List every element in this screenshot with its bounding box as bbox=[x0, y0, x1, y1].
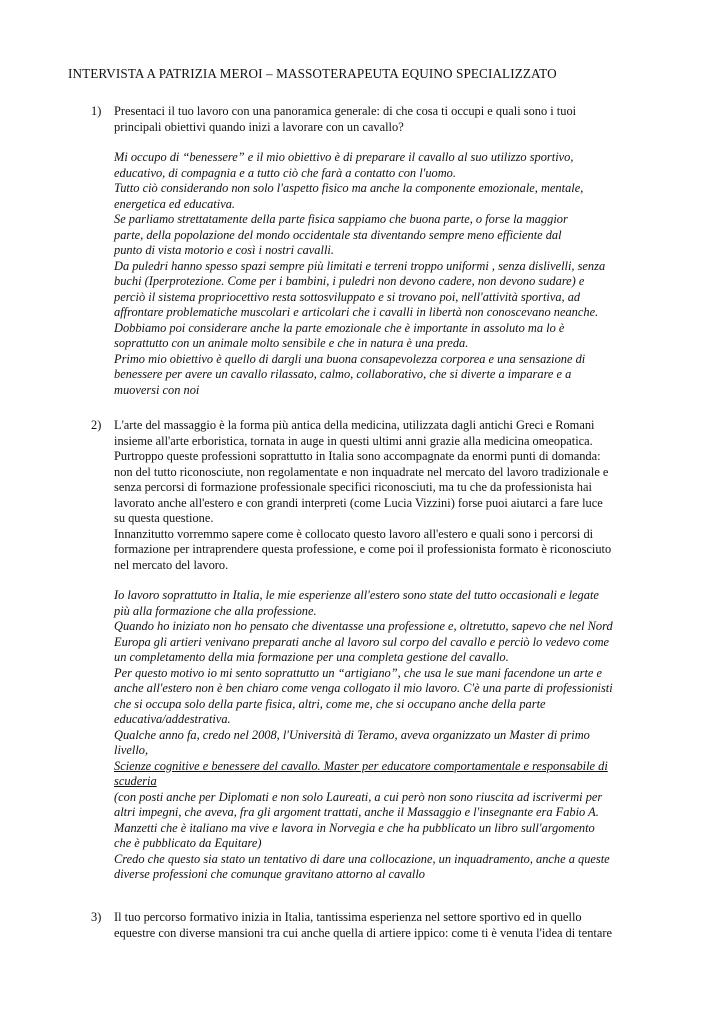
paragraph-line: (con posti anche per Diplomati e non solo Laureati, a cui però non sono riuscita ad iscrivermi per bbox=[114, 789, 603, 804]
paragraph-line: Da puledri hanno spesso spazi sempre più limitati e terreni troppo uniformi , senza dislivelli, senza bbox=[114, 258, 606, 273]
paragraph-line: Presentaci il tuo lavoro con una panoramica generale: di che cosa ti occupi e quali sono i tuoi bbox=[114, 104, 577, 118]
paragraph-line: che si occupa solo della parte fisica, altri, come me, che si occupano anche della parte bbox=[114, 696, 546, 711]
question-2-number: 2) bbox=[91, 418, 102, 432]
master-title-underlined: Scienze cognitive e benessere del cavallo. Master per educatore comportamentale e responsabile di bbox=[114, 758, 608, 773]
master-title-underlined: scuderia bbox=[114, 774, 157, 788]
paragraph-line: educativo, di compagnia e a tutto ciò che farà a contatto con l'uomo. bbox=[114, 165, 456, 180]
paragraph-line: più alla formazione che alla professione. bbox=[114, 603, 317, 618]
paragraph-line: muoversi con noi bbox=[114, 382, 200, 397]
paragraph-line: nel mercato del lavoro. bbox=[114, 557, 229, 572]
answer-1-text bbox=[114, 150, 659, 398]
paragraph-line: educativa/addestrativa. bbox=[114, 712, 231, 726]
paragraph-line: principali obiettivi quando inizi a lavorare con un cavallo? bbox=[114, 119, 404, 134]
paragraph-line: affrontare problematiche muscolari e articolari che i cavalli in libertà non conoscevano neanche. bbox=[114, 305, 599, 319]
paragraph-line: parte, della popolazione del mondo occidentale sta diventando sempre meno efficiente dal bbox=[114, 227, 562, 242]
paragraph-line: Purtroppo queste professioni soprattutto in Italia sono accompagnate da enormi punti di domanda: bbox=[114, 449, 601, 463]
question-1-text bbox=[114, 104, 659, 135]
paragraph-line: formazione per intraprendere questa professione, e come poi il professionista formato è riconosciuto bbox=[114, 542, 612, 556]
paragraph-line: Io lavoro soprattutto in Italia, le mie esperienze all'estero sono state del tutto occasionali e legate bbox=[114, 588, 599, 602]
paragraph-line: Quando ho iniziato non ho pensato che diventasse una professione e, oltretutto, sapevo che nel Nord bbox=[114, 619, 613, 633]
paragraph-line: benessere per avere un cavallo rilassato, calmo, collaborativo, che si diverte a imparare e a bbox=[114, 367, 572, 381]
question-2-text bbox=[114, 418, 659, 573]
question-1-number: 1) bbox=[91, 104, 102, 118]
paragraph-line: livello, bbox=[114, 743, 149, 757]
paragraph-line: energetica ed educativa. bbox=[114, 196, 235, 211]
paragraph-line: perciò il sistema propriocettivo resta sottosviluppato e si trovano poi, nell'attività sportiva, ad bbox=[114, 289, 581, 304]
paragraph-line: buchi (Iperprotezione. Come per i bambini, i puledri non devono cadere, non devono sudare) e bbox=[114, 274, 585, 288]
answer-2-text bbox=[114, 588, 659, 883]
paragraph-line: Per questo motivo io mi sento soprattutto un “artigiano”, che usa le sue mani facendone un arte e bbox=[114, 665, 603, 680]
paragraph-line: Credo che questo sia stato un tentativo di dare una collocazione, un inquadramento, anche a queste bbox=[114, 851, 610, 866]
paragraph-line: Mi occupo di “benessere” e il mio obiettivo è di preparare il cavallo al suo utilizzo sportivo, bbox=[114, 150, 574, 164]
paragraph-line: anche all'estero non è ben chiaro come venga collogato il mio lavoro. C'è una parte di professionisti bbox=[114, 681, 613, 695]
paragraph-line: Il tuo percorso formativo inizia in Italia, tantissima esperienza nel settore sportivo ed in quello bbox=[114, 910, 582, 924]
paragraph-line: diverse professioni che comunque gravitano attorno al cavallo bbox=[114, 867, 425, 881]
paragraph-line: non del tutto riconosciute, non regolamentate e non inquadrate nel mercato del lavoro tradizionale e bbox=[114, 464, 609, 479]
paragraph-line: Dobbiamo poi considerare anche la parte emozionale che è importante in assoluto ma lo è bbox=[114, 320, 565, 335]
page-title: INTERVISTA A PATRIZIA MEROI – MASSOTERAPEUTA EQUINO SPECIALIZZATO bbox=[68, 66, 557, 81]
paragraph-line: altri impegni, che aveva, fra gli argoment trattati, anche il Massaggio e l'insegnante era Fabio A. bbox=[114, 805, 599, 819]
paragraph-line: Primo mio obiettivo è quello di dargli una buona consapevolezza corporea e una sensazione di bbox=[114, 351, 586, 366]
paragraph-line: senza percorsi di formazione professionale specifici riconosciuti, ma tu che da professionista hai bbox=[114, 480, 592, 494]
paragraph-line: Qualche anno fa, credo nel 2008, l'Università di Teramo, aveva organizzato un Master di primo bbox=[114, 727, 590, 742]
question-3-number: 3) bbox=[91, 910, 102, 924]
paragraph-line: punto di vista motorio e così i nostri cavalli. bbox=[114, 243, 334, 257]
paragraph-line: Manzetti che è italiano ma vive e lavora in Norvegia e che ha pubblicato un libro sull'argomento bbox=[114, 820, 595, 835]
paragraph-line: Innanzitutto vorremmo sapere come è collocato questo lavoro all'estero e quali sono i percorsi di bbox=[114, 526, 594, 541]
paragraph-line: che è pubblicato da Equitare) bbox=[114, 836, 262, 850]
paragraph-line: Se parliamo strettatamente della parte fisica sappiamo che buona parte, o forse la maggior bbox=[114, 212, 568, 226]
paragraph-line: soprattutto con un animale molto sensibile e che in natura è una preda. bbox=[114, 336, 469, 350]
paragraph-line: su questa questione. bbox=[114, 511, 214, 525]
paragraph-line: Tutto ciò considerando non solo l'aspetto fisico ma anche la componente emozionale, mentale, bbox=[114, 181, 584, 195]
paragraph-line: L'arte del massaggio è la forma più antica della medicina, utilizzata dagli antichi Greci e Romani bbox=[114, 418, 595, 432]
paragraph-line: insieme all'arte erboristica, tornata in auge in questi ultimi anni grazie alla medicina omeopatica. bbox=[114, 433, 593, 448]
question-3-text bbox=[114, 910, 659, 941]
paragraph-line: equestre con diverse mansioni tra cui anche quella di artiere ippico: come ti è venuta l'idea di tentare bbox=[114, 925, 612, 940]
paragraph-line: un completamento della mia formazione per una completa gestione del cavallo. bbox=[114, 650, 509, 664]
paragraph-line: Europa gli artieri venivano preparati anche al lavoro sul corpo del cavallo e perciò lo vedevo come bbox=[114, 634, 610, 649]
paragraph-line: lavorato anche all'estero e con grandi interpreti (come Lucia Vizzini) forse puoi aiutarci a fare luce bbox=[114, 495, 603, 510]
